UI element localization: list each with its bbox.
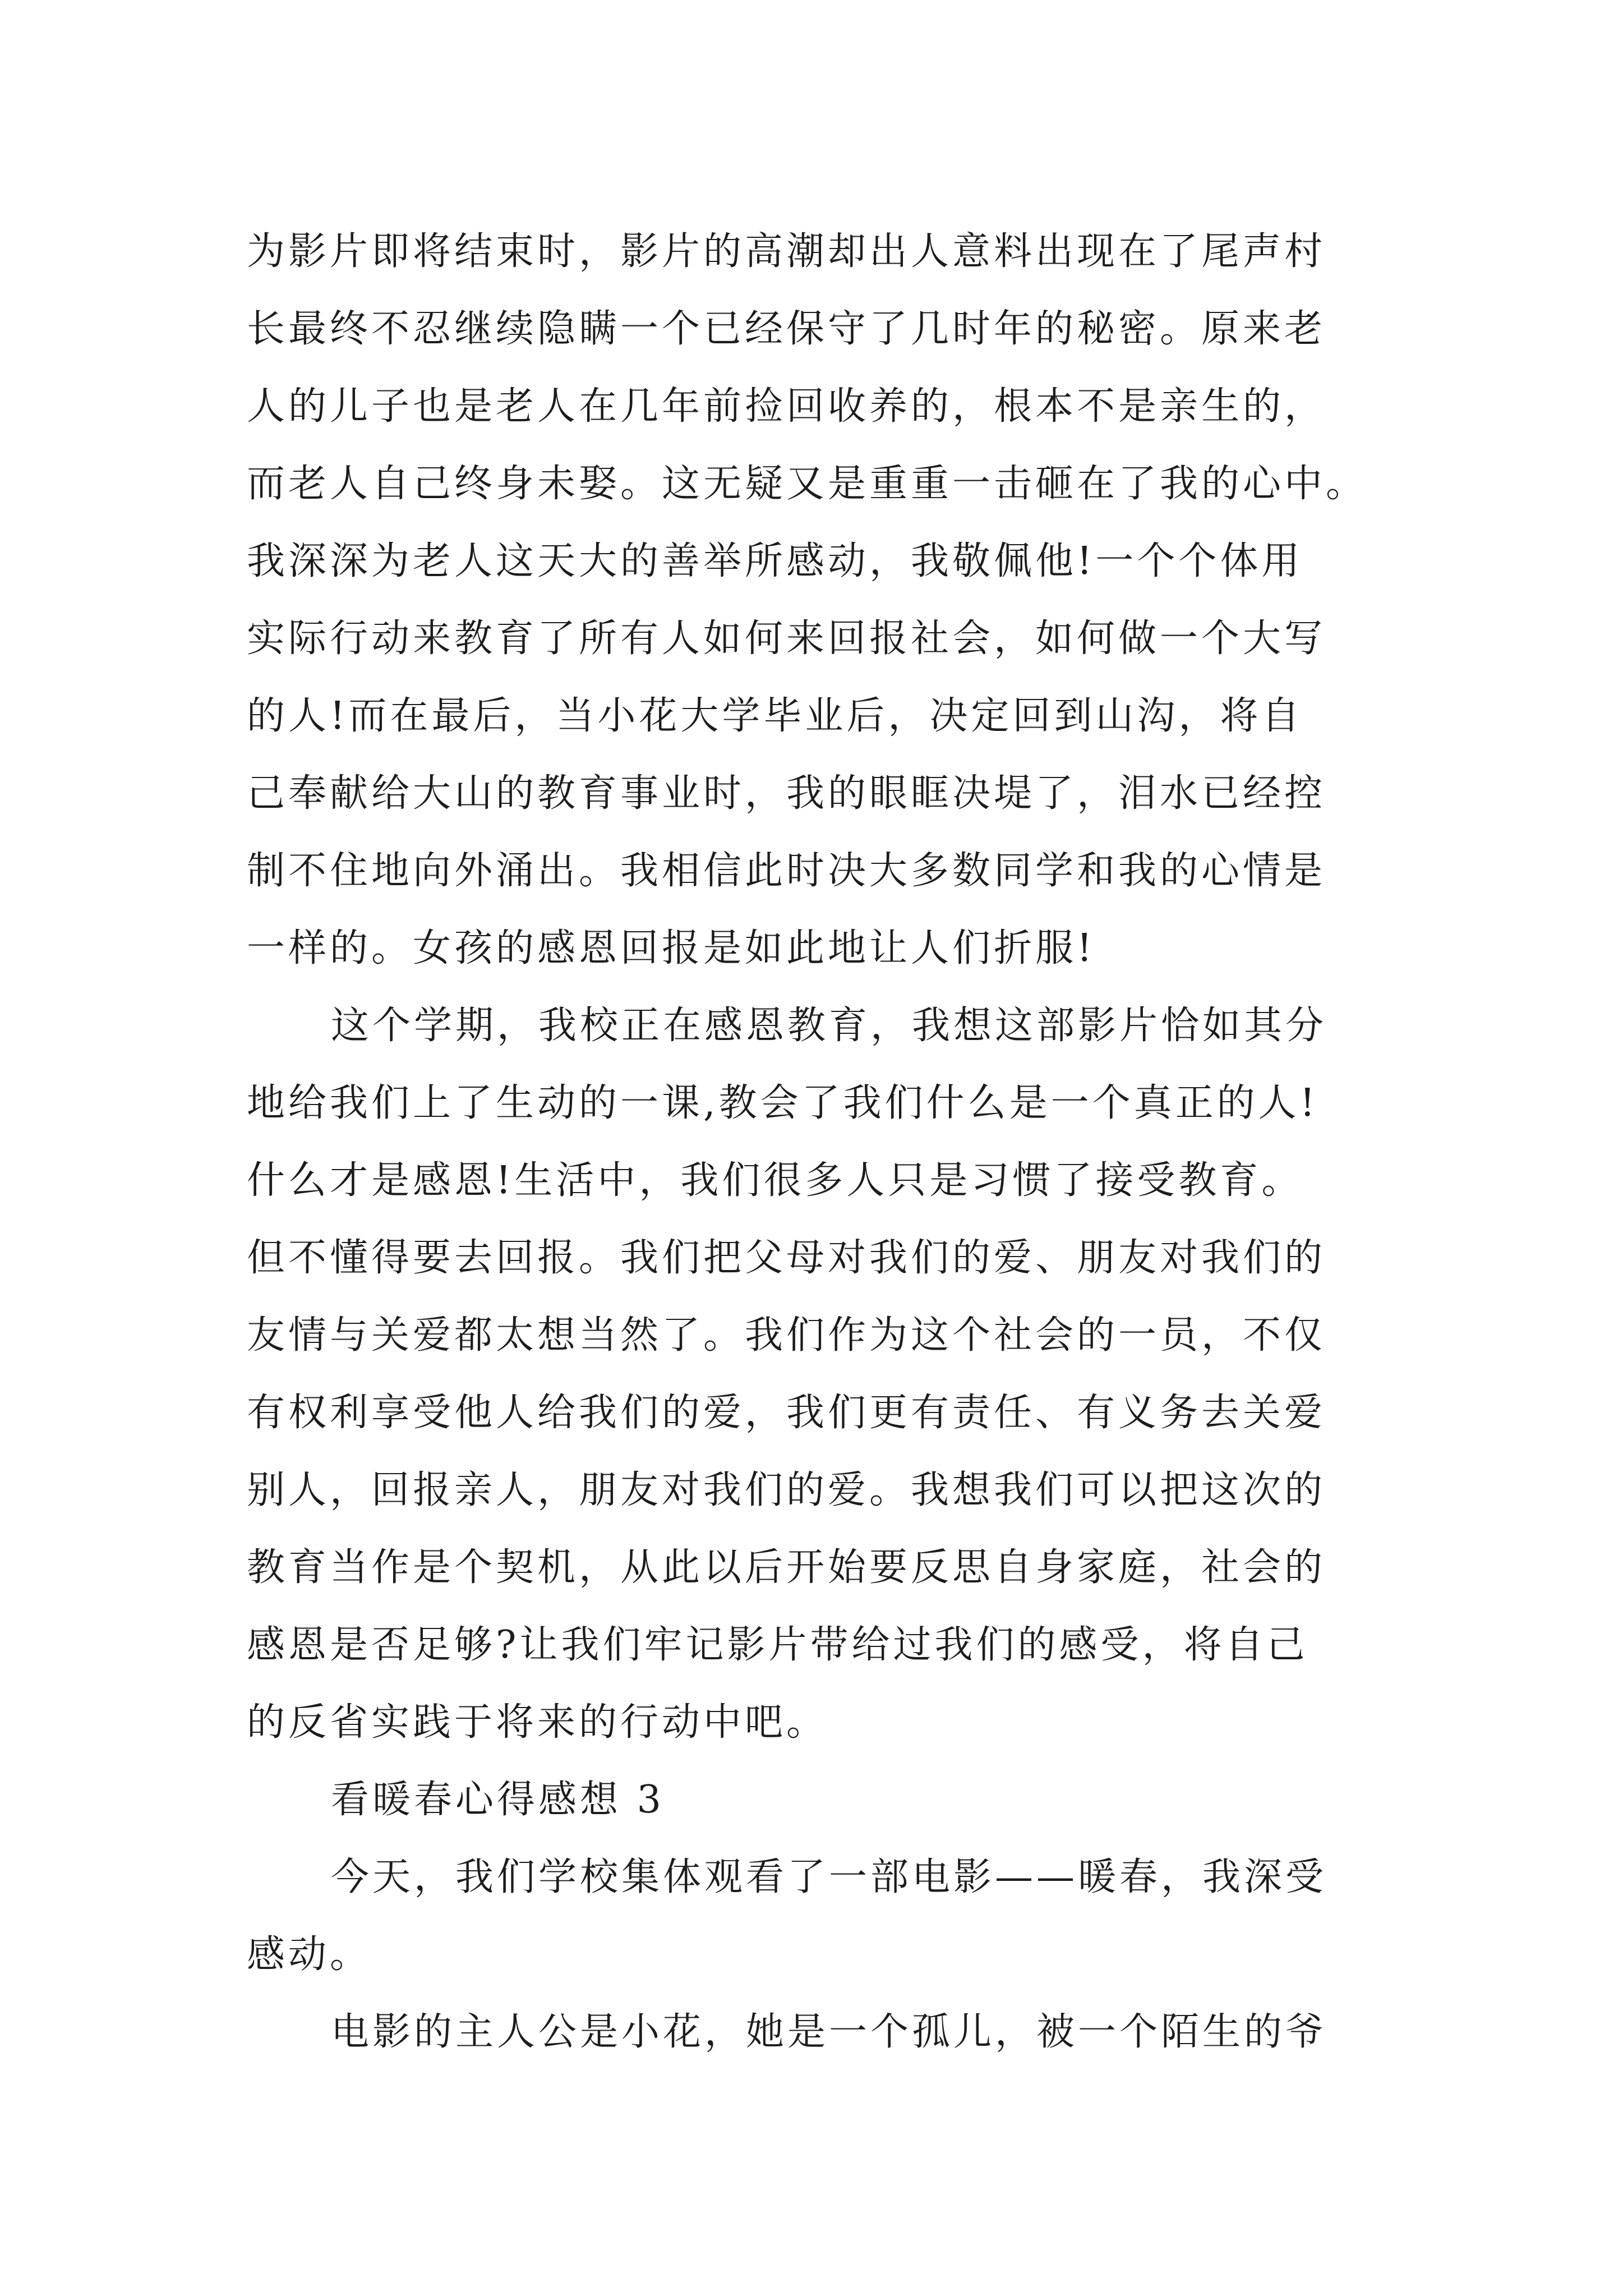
paragraph-start-line: 今天，我们学校集体观看了一部电影——暖春，我深受 <box>331 1855 1327 1899</box>
text-line: 长最终不忍继续隐瞒一个已经保守了几时年的秘密。原来老 <box>247 307 1326 351</box>
text-line: 我深深为老人这天大的善举所感动，我敬佩他!一个个体用 <box>247 539 1303 583</box>
text-line: 实际行动来教育了所有人如何来回报社会，如何做一个大写 <box>247 616 1326 661</box>
section-heading: 看暖春心得感想 3 <box>331 1778 665 1822</box>
text-line: 友情与关爱都太想当然了。我们作为这个社会的一员，不仅 <box>247 1313 1326 1358</box>
paragraph-start-line: 电影的主人公是小花，她是一个孤儿，被一个陌生的爷 <box>331 2010 1327 2054</box>
text-line: 感恩是否足够?让我们牢记影片带给过我们的感受，将自己 <box>247 1623 1308 1667</box>
text-line: 而老人自己终身未娶。这无疑又是重重一击砸在了我的心中。 <box>247 462 1368 506</box>
text-line: 为影片即将结束时，影片的高潮却出人意料出现在了尾声村 <box>247 229 1326 274</box>
text-line: 别人，回报亲人，朋友对我们的爱。我想我们可以把这次的 <box>247 1468 1326 1512</box>
text-line: 什么才是感恩!生活中，我们很多人只是习惯了接受教育。 <box>247 1158 1303 1203</box>
text-line: 教育当作是个契机，从此以后开始要反思自身家庭，社会的 <box>247 1545 1326 1590</box>
text-line: 但不懂得要去回报。我们把父母对我们的爱、朋友对我们的 <box>247 1236 1326 1280</box>
paragraph-start-line: 这个学期，我校正在感恩教育，我想这部影片恰如其分 <box>331 1004 1327 1048</box>
text-line: 地给我们上了生动的一课,教会了我们什么是一个真正的人! <box>247 1081 1318 1125</box>
document-body <box>247 213 1396 2071</box>
text-line: 感动。 <box>247 1932 372 1977</box>
text-line: 的反省实践于将来的行动中吧。 <box>247 1700 828 1745</box>
text-line: 己奉献给大山的教育事业时，我的眼眶决堤了，泪水已经控 <box>247 771 1326 816</box>
text-line: 人的儿子也是老人在几年前捡回收养的，根本不是亲生的， <box>247 384 1326 429</box>
text-line: 制不住地向外涌出。我相信此时决大多数同学和我的心情是 <box>247 849 1326 893</box>
text-line: 有权利享受他人给我们的爱，我们更有责任、有义务去关爱 <box>247 1391 1326 1435</box>
text-line: 一样的。女孩的感恩回报是如此地让人们折服! <box>247 926 1096 970</box>
text-line: 的人!而在最后，当小花大学毕业后，决定回到山沟，将自 <box>247 694 1303 738</box>
